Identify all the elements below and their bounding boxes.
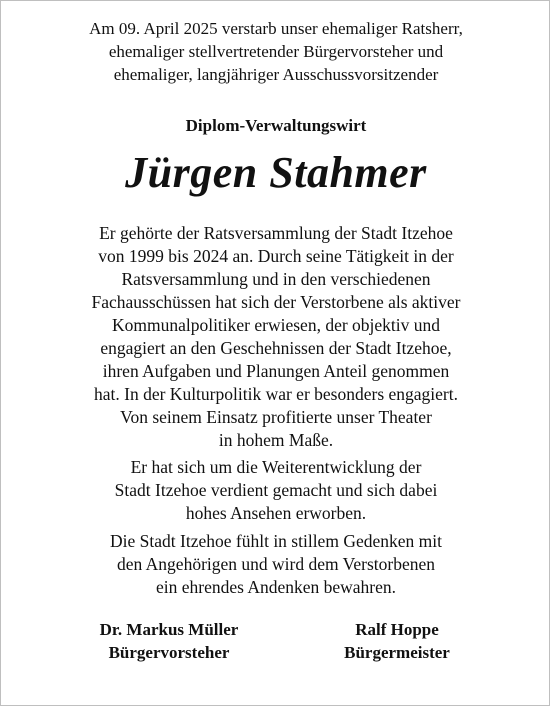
paragraph-line: hat. In der Kulturpolitik war er besonders engagiert. [94, 384, 458, 404]
signatory-role: Bürgervorsteher [108, 643, 230, 662]
paragraph-line: ihren Aufgaben und Planungen Anteil genommen [102, 361, 450, 381]
paragraph-line: Er gehörte der Ratsversammlung der Stadt Itzehoe [99, 223, 453, 243]
intro-line: ehemaliger stellvertretender Bürgervorsteher und [108, 42, 444, 61]
deceased-name: Jürgen Stahmer [125, 148, 427, 197]
paragraph-line: Von seinem Einsatz profitierte unser Theater [120, 407, 432, 427]
paragraph-line: Fachausschüssen hat sich der Verstorbene als aktiver [91, 292, 461, 312]
paragraph-line: Er hat sich um die Weiterentwicklung der [130, 457, 422, 477]
paragraph-line: Die Stadt Itzehoe fühlt in stillem Gedenken mit [110, 531, 442, 551]
paragraph-line: von 1999 bis 2024 an. Durch seine Tätigkeit in der [98, 246, 454, 266]
signature-buergermeister [277, 618, 517, 664]
paragraph-merit [1, 456, 550, 525]
paragraph-line: in hohem Maße. [218, 430, 334, 450]
intro-text [1, 17, 550, 86]
paragraph-line: Kommunalpolitiker erwiesen, der objektiv und [111, 315, 441, 335]
signatory-name: Dr. Markus Müller [99, 620, 239, 639]
paragraph-line: den Angehörigen und wird dem Verstorbenen [116, 554, 435, 574]
signatory-name: Ralf Hoppe [355, 620, 439, 639]
paragraph-line: hohes Ansehen erworben. [185, 503, 367, 523]
paragraph-line: ein ehrendes Andenken bewahren. [155, 577, 397, 597]
signature-buergervorsteher [49, 618, 289, 664]
intro-line: Am 09. April 2025 verstarb unser ehemaliger Ratsherr, [89, 19, 463, 38]
paragraph-condolence [1, 530, 550, 599]
intro-line: ehemaliger, langjähriger Ausschussvorsitzender [113, 65, 439, 84]
signatory-role: Bürgermeister [344, 643, 450, 662]
paragraph-tribute [1, 222, 550, 452]
deceased-title: Diplom-Verwaltungswirt [185, 116, 367, 135]
paragraph-line: engagiert an den Geschehnissen der Stadt Itzehoe, [100, 338, 452, 358]
paragraph-line: Stadt Itzehoe verdient gemacht und sich dabei [114, 480, 438, 500]
paragraph-line: Ratsversammlung und in den verschiedenen [121, 269, 431, 289]
